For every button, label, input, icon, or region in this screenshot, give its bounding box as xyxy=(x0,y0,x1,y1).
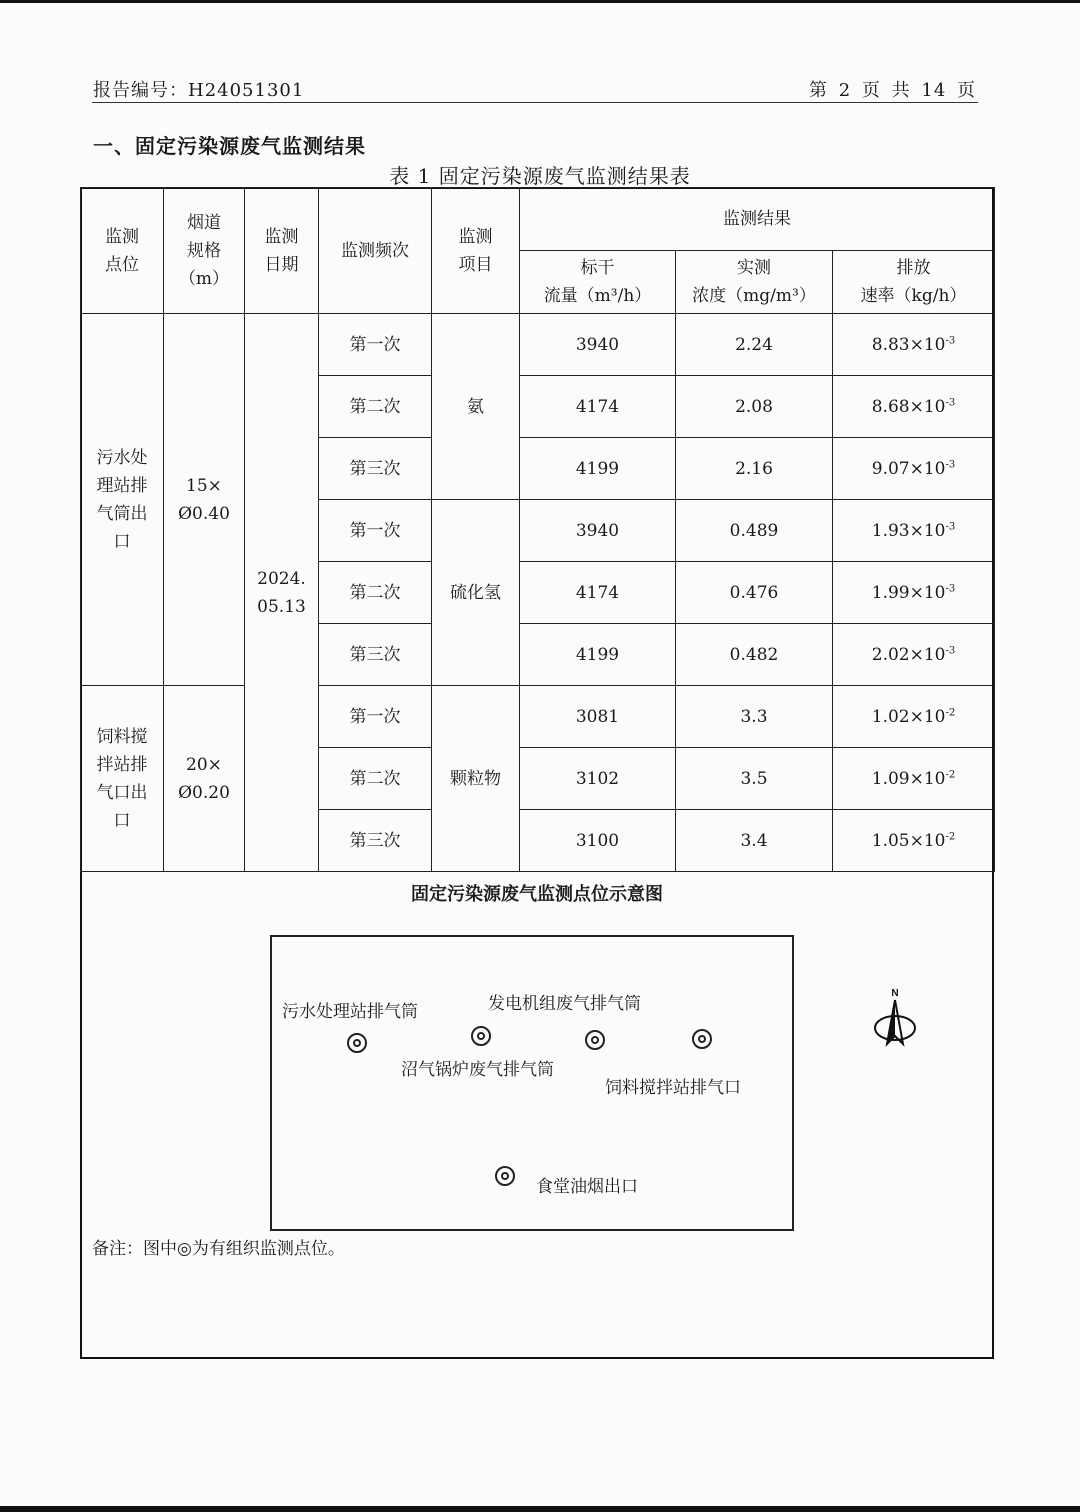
label-canteen-outlet: 食堂油烟出口 xyxy=(536,1177,638,1197)
concentration-cell: 2.08 xyxy=(676,376,833,438)
header-stack: 烟道 规格 （m） xyxy=(164,188,245,314)
rate-exponent: -2 xyxy=(945,768,956,780)
header-frequency: 监测频次 xyxy=(319,188,432,314)
flow-cell: 4199 xyxy=(520,438,676,500)
header-date: 监测 日期 xyxy=(245,188,319,314)
emission-rate-cell xyxy=(833,500,995,562)
rate-exponent: -3 xyxy=(945,396,956,408)
monitoring-point-biogas-icon xyxy=(471,1026,491,1046)
top-edge-line xyxy=(0,0,1080,3)
emission-rate-cell xyxy=(833,686,995,748)
page-indicator: 第 2 页 共 14 页 xyxy=(809,80,976,101)
rate-base: 1.02×10 xyxy=(871,706,946,727)
north-arrow-icon xyxy=(870,986,920,1052)
stack-cell: 20× Ø0.20 xyxy=(164,686,245,872)
label-feed-outlet: 饲料搅拌站排气口 xyxy=(605,1078,741,1098)
concentration-cell: 2.24 xyxy=(676,314,833,376)
header-item: 监测 项目 xyxy=(432,188,520,314)
rate-base: 9.07×10 xyxy=(871,458,946,479)
date-cell: 2024. 05.13 xyxy=(245,314,319,872)
monitoring-site-diagram xyxy=(270,935,794,1231)
concentration-cell: 3.3 xyxy=(676,686,833,748)
rate-base: 1.05×10 xyxy=(871,830,946,851)
results-table xyxy=(80,187,995,872)
frequency-cell: 第一次 xyxy=(319,500,432,562)
section-title: 一、固定污染源废气监测结果 xyxy=(93,134,366,158)
diagram-title: 固定污染源废气监测点位示意图 xyxy=(411,884,663,905)
rate-exponent: -3 xyxy=(945,334,956,346)
rate-base: 8.83×10 xyxy=(871,334,946,355)
flow-cell: 3100 xyxy=(520,810,676,872)
label-generator-stack: 发电机组废气排气筒 xyxy=(488,994,641,1014)
monitoring-point-canteen-icon xyxy=(495,1166,515,1186)
frequency-cell: 第二次 xyxy=(319,376,432,438)
concentration-cell: 3.5 xyxy=(676,748,833,810)
flow-cell: 3940 xyxy=(520,500,676,562)
flow-cell: 4199 xyxy=(520,624,676,686)
frequency-cell: 第一次 xyxy=(319,686,432,748)
frequency-cell: 第一次 xyxy=(319,314,432,376)
emission-rate-cell xyxy=(833,748,995,810)
flow-cell: 3940 xyxy=(520,314,676,376)
emission-rate-cell xyxy=(833,438,995,500)
header-concentration: 实测 浓度（mg/m³） xyxy=(676,251,833,314)
header-results: 监测结果 xyxy=(520,188,995,251)
label-sewage-stack: 污水处理站排气筒 xyxy=(282,1002,418,1022)
item-cell: 氨 xyxy=(432,314,520,500)
emission-rate-cell xyxy=(833,314,995,376)
label-biogas-stack: 沼气锅炉废气排气筒 xyxy=(401,1060,554,1080)
frequency-cell: 第二次 xyxy=(319,562,432,624)
concentration-cell: 2.16 xyxy=(676,438,833,500)
flow-cell: 4174 xyxy=(520,562,676,624)
monitoring-point-generator-icon xyxy=(585,1030,605,1050)
concentration-cell: 0.482 xyxy=(676,624,833,686)
point-cell: 饲料搅 拌站排 气口出 口 xyxy=(81,686,164,872)
header-flow: 标干 流量（m³/h） xyxy=(520,251,676,314)
frequency-cell: 第三次 xyxy=(319,810,432,872)
rate-exponent: -3 xyxy=(945,520,956,532)
rate-base: 8.68×10 xyxy=(871,396,946,417)
flow-cell: 3102 xyxy=(520,748,676,810)
point-cell: 污水处 理站排 气筒出 口 xyxy=(81,314,164,686)
rate-exponent: -2 xyxy=(945,830,956,842)
flow-cell: 4174 xyxy=(520,376,676,438)
concentration-cell: 0.489 xyxy=(676,500,833,562)
rate-base: 1.09×10 xyxy=(871,768,946,789)
rate-exponent: -2 xyxy=(945,706,956,718)
rate-base: 1.93×10 xyxy=(871,520,946,541)
header-rule xyxy=(92,102,978,103)
monitoring-point-sewage-icon xyxy=(347,1033,367,1053)
table-title: 表 1 固定污染源废气监测结果表 xyxy=(389,164,691,188)
emission-rate-cell xyxy=(833,562,995,624)
rate-exponent: -3 xyxy=(945,644,956,656)
concentration-cell: 0.476 xyxy=(676,562,833,624)
emission-rate-cell xyxy=(833,624,995,686)
stack-cell: 15× Ø0.40 xyxy=(164,314,245,686)
monitoring-point-feed-icon xyxy=(692,1029,712,1049)
frequency-cell: 第三次 xyxy=(319,438,432,500)
item-cell: 硫化氢 xyxy=(432,500,520,686)
emission-rate-cell xyxy=(833,810,995,872)
bottom-edge-line xyxy=(0,1506,1080,1512)
rate-base: 1.99×10 xyxy=(871,582,946,603)
frequency-cell: 第二次 xyxy=(319,748,432,810)
header-point: 监测 点位 xyxy=(81,188,164,314)
flow-cell: 3081 xyxy=(520,686,676,748)
frequency-cell: 第三次 xyxy=(319,624,432,686)
concentration-cell: 3.4 xyxy=(676,810,833,872)
header-emission-rate: 排放 速率（kg/h） xyxy=(833,251,995,314)
item-cell: 颗粒物 xyxy=(432,686,520,872)
north-label: N xyxy=(891,988,899,999)
diagram-note: 备注：图中◎为有组织监测点位。 xyxy=(92,1239,345,1259)
rate-exponent: -3 xyxy=(945,458,956,470)
emission-rate-cell xyxy=(833,376,995,438)
rate-exponent: -3 xyxy=(945,582,956,594)
report-number: 报告编号：H24051301 xyxy=(93,80,305,101)
rate-base: 2.02×10 xyxy=(871,644,946,665)
